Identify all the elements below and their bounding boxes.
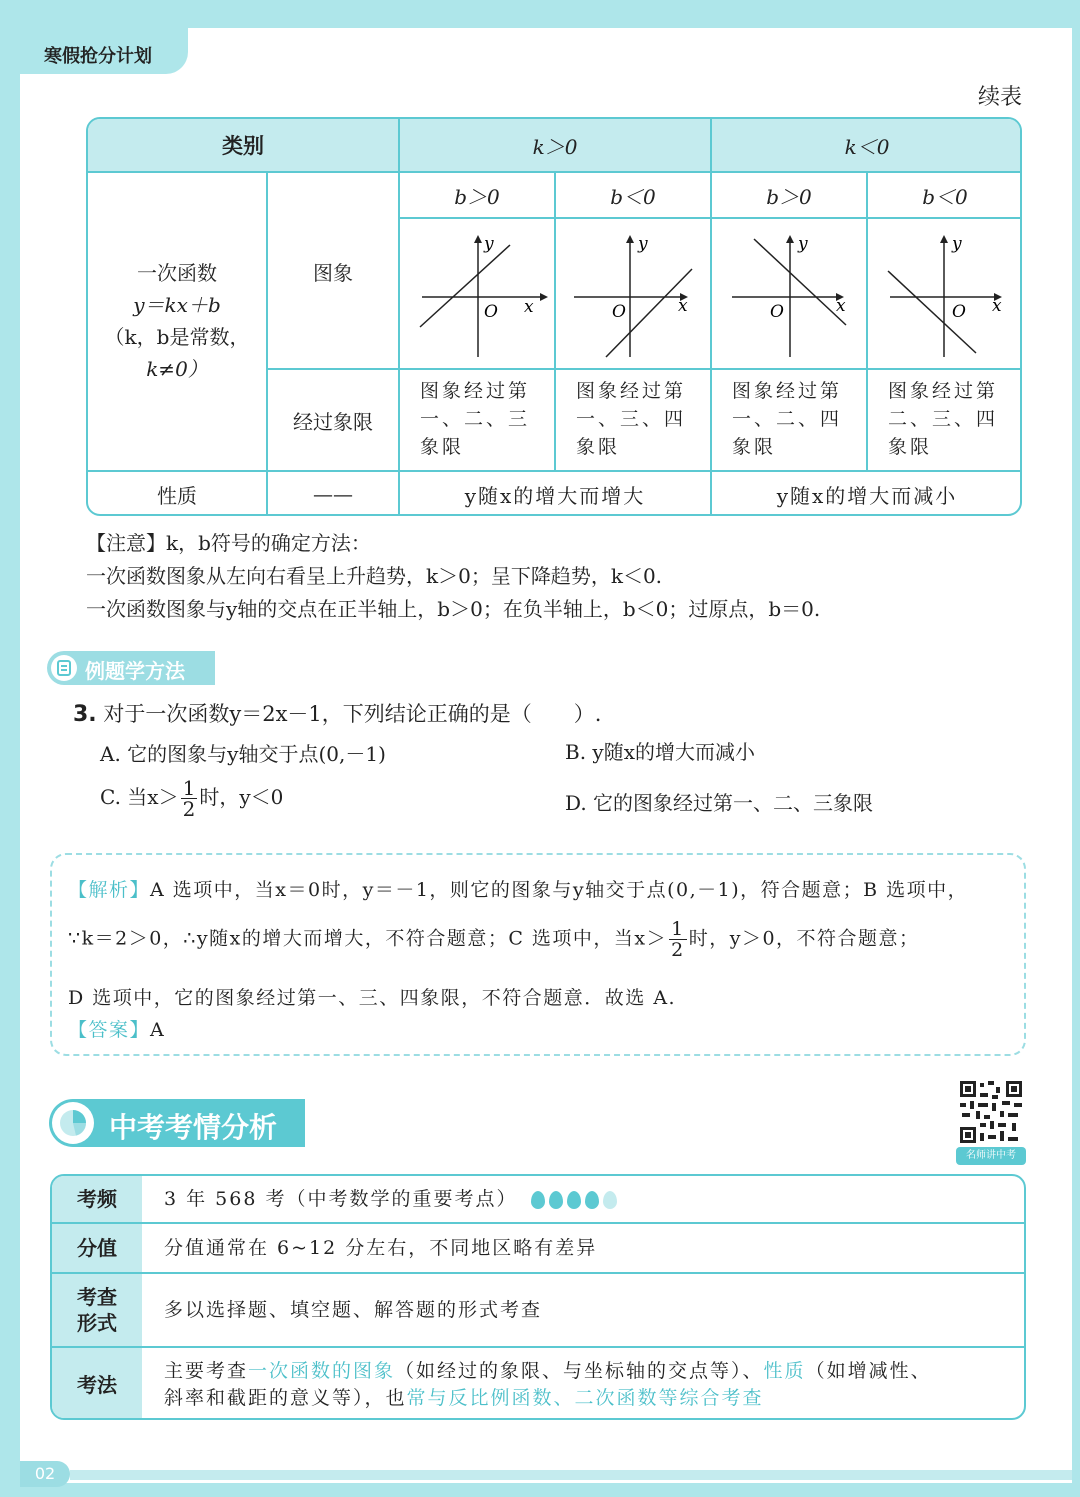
frame-top [0,0,1080,28]
continued-label: 续表 [977,85,1022,110]
option-a: A. 它的图象与y轴交于点(0,－1) [100,742,386,766]
graph-k-neg-b-pos [712,219,866,368]
function-condition: （k，b是常数， [104,324,250,349]
b-header-3: b＞0 [766,184,812,209]
bottom-strip [70,1470,1072,1480]
note-intercept: 一次函数图象与y轴的交点在正半轴上，b＞0；在负半轴上，b＜0；过原点，b＝0. [86,597,821,621]
svg-text:y: y [638,234,648,254]
method-value: 主要考查一次函数的图象（如经过的象限、与坐标轴的交点等）、性质（如增减性、 斜率和截距的意义等），也常与反比例函数、二次函数等综合考查 [164,1360,932,1409]
option-b: B. y随x的增大而减小 [565,740,755,764]
difficulty-flames [527,1186,617,1213]
category-header: 类别 [222,134,264,158]
frame-left [0,0,20,1497]
b-header-2: b＜0 [610,184,656,209]
answer-tag: 【答案】 [68,1019,151,1041]
analysis-line-2: ∵k＝2＞0，∴y随x的增大而增大，不符合题意；C 选项中，当x＞ $\frac{1}{2}$ 时，y＞0，不符合题意； [68,918,920,961]
svg-text:x: x [678,296,688,316]
example-badge [47,651,215,685]
qr-code[interactable] [956,1079,1026,1165]
graph-k-pos-b-neg [556,219,710,368]
graph-k-neg-b-neg [868,219,1022,368]
linear-function-table [86,117,1022,516]
question [73,698,601,728]
quadrant-4: 图象经过第 二、三、四 象限 [888,380,999,458]
analysis-tag: 【解析】 [68,879,151,901]
quadrant-3: 图象经过第 一、二、四 象限 [732,380,843,458]
note-slope: 一次函数图象从左向右看呈上升趋势，k＞0；呈下降趋势，k＜0. [86,564,663,588]
score-label: 分值 [52,1224,142,1272]
flame-icon [567,1191,581,1209]
property-increasing: y随x的增大而增大 [464,483,646,508]
svg-text:x: x [836,296,846,316]
notes [86,527,820,626]
quadrant-1: 图象经过第 一、二、三 象限 [420,380,531,458]
function-name: 一次函数 [137,260,217,285]
k-positive-header: k＞0 [532,134,578,159]
answer-line [68,1015,165,1042]
answer-value: A [150,1019,166,1041]
k-negative-header: k＜0 [844,134,890,159]
frame-right [1072,0,1080,1497]
function-definition [88,171,266,470]
freq-label: 考频 [52,1176,142,1222]
svg-text:x: x [524,297,534,317]
property-decreasing: y随x的增大而减小 [776,483,958,508]
svg-text:O: O [952,302,966,322]
function-k-condition: k≠0） [146,356,208,381]
svg-text:O: O [612,302,626,322]
header-title: 寒假抢分计划 [44,46,152,67]
section-badge [49,1099,305,1147]
svg-text:y: y [952,234,962,254]
row-graph-label: 图象 [313,260,353,285]
analysis-box [50,853,1026,1056]
exam-info-table [50,1174,1026,1420]
flame-icon-empty [603,1191,617,1209]
svg-text:x: x [992,296,1002,316]
example-badge-label: 例题学方法 [85,659,185,683]
option-c: C. 当x＞ $\frac{1}{2}$ 时，y＜0 [100,776,284,821]
form-label: 考查形式 [52,1274,142,1346]
graph-k-pos-b-pos [400,219,554,368]
option-c-fraction: $\frac{1}{2}$ [182,776,196,821]
section-title: 中考考情分析 [109,1111,278,1144]
row-quadrant-label: 经过象限 [293,409,373,434]
score-value: 分值通常在 6~12 分左右，不同地区略有差异 [164,1236,598,1259]
svg-text:y: y [798,234,808,254]
analysis-line-3: D 选项中，它的图象经过第一、三、四象限，不符合题意．故选 A. [68,987,677,1009]
flame-icon [531,1191,545,1209]
option-d: D. 它的图象经过第一、二、三象限 [565,791,874,815]
svg-text:y: y [484,234,494,254]
method-label: 考法 [52,1348,142,1420]
pie-chart-icon [52,1102,94,1144]
function-formula: y＝kx＋b [133,292,221,317]
quadrant-2: 图象经过第 一、三、四 象限 [576,380,687,458]
flame-icon [549,1191,563,1209]
frame-bottom [0,1483,1080,1497]
property-dash: —— [313,482,353,506]
question-number: 3. [73,702,97,727]
flame-icon [585,1191,599,1209]
freq-value: 3 年 568 考（中考数学的重要考点） [164,1176,617,1222]
analysis-fraction: $\frac{1}{2}$ [671,918,685,961]
analysis-line-1: 【解析】A 选项中，当x＝0时，y＝－1，则它的图象与y轴交于点(0,－1)，符合题意；B 选项中， [68,879,969,901]
page-number: 02 [20,1461,70,1487]
document-icon [51,655,77,681]
svg-text:O: O [484,302,498,322]
b-header-4: b＜0 [922,184,968,209]
note-title: 【注意】k，b符号的确定方法： [86,531,371,555]
qr-caption: 名师讲中考 [956,1147,1026,1165]
question-text: 对于一次函数y＝2x－1，下列结论正确的是（ ）. [103,702,602,726]
row-property-label: 性质 [157,483,197,508]
b-header-1: b＞0 [454,184,500,209]
form-value: 多以选择题、填空题、解答题的形式考查 [164,1298,543,1321]
svg-text:O: O [770,302,784,322]
